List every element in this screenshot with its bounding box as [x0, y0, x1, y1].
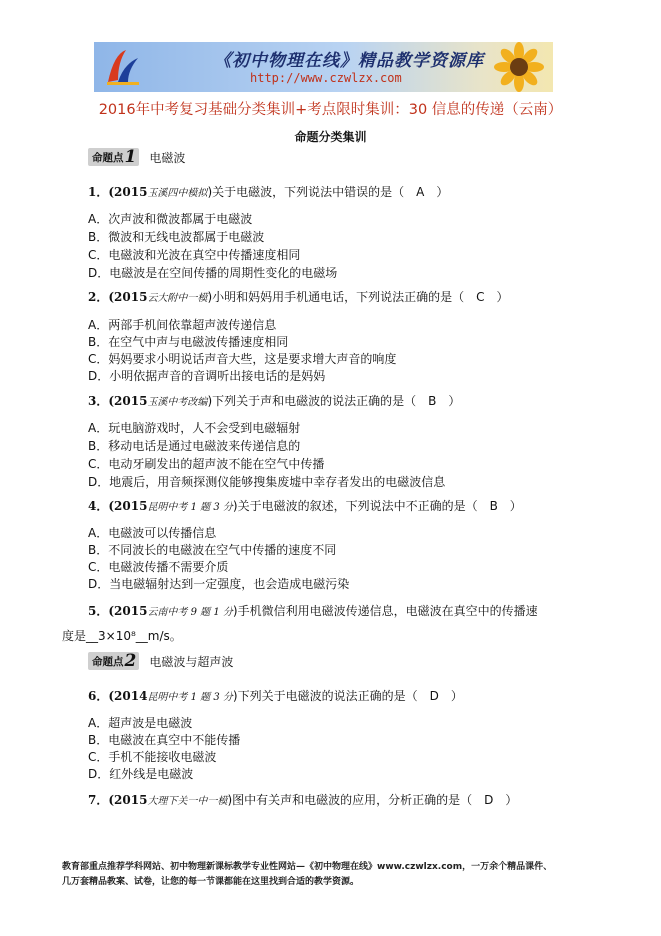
- question-stem: )图中有关声和电磁波的应用，分析正确的是（ D ）: [227, 793, 518, 807]
- option: B．在空气中声与电磁波传播速度相同: [88, 335, 289, 349]
- question-1: [88, 183, 448, 200]
- question-source: (2015大理下关一中一模: [108, 793, 228, 807]
- option: B．微波和无线电波都属于电磁波: [88, 230, 265, 244]
- option: C．电磁波传播不需要介质: [88, 560, 229, 574]
- document-title: 2016年中考复习基础分类集训+考点限时集训：30 信息的传递（云南）: [98, 102, 563, 118]
- topic-tag: [88, 148, 139, 166]
- banner-title: 《初中物理在线》精品教学资源库: [214, 51, 484, 71]
- topic-tag-label: 命题点: [92, 152, 124, 164]
- question-stem: )下列关于声和电磁波的说法正确的是（ B ）: [207, 394, 461, 408]
- sunflower-icon: [489, 42, 549, 92]
- question-source: (2015云大附中一模: [108, 290, 208, 304]
- option: D．地震后，用音频探测仪能够搜集废墟中幸存者发出的电磁波信息: [88, 475, 446, 489]
- footer-line: 教育部重点推荐学科网站、初中物理新课标教学专业性网站—《初中物理在线》www.czwlzx.com，一万余个精品课件、: [62, 862, 553, 872]
- question-source: (2015昆明中考 1 题 3 分: [108, 499, 233, 513]
- question-number: 2．: [88, 290, 109, 304]
- question-stem: )手机微信利用电磁波传递信息，电磁波在真空中的传播速: [232, 604, 538, 618]
- topic-heading-2: [88, 650, 233, 672]
- question-number: 6．: [88, 689, 109, 703]
- question-number: 4．: [88, 499, 109, 513]
- option: A．两部手机间依靠超声波传递信息: [88, 318, 277, 332]
- question-number: 3．: [88, 394, 109, 408]
- option: D．电磁波是在空间传播的周期性变化的电磁场: [88, 266, 338, 280]
- page-footer: [62, 860, 622, 890]
- option: C．妈妈要求小明说话声音大些，这是要求增大声音的响度: [88, 352, 397, 366]
- topic-heading-1: [88, 146, 185, 168]
- option: A．玩电脑游戏时，人不会受到电磁辐射: [88, 421, 301, 435]
- question-number: 1．: [88, 185, 109, 199]
- question-number: 7．: [88, 793, 109, 807]
- question-source: (2015玉溪中考改编: [108, 394, 208, 408]
- option: A．超声波是电磁波: [88, 716, 193, 730]
- option: B．移动电话是通过电磁波来传递信息的: [88, 439, 301, 453]
- option: A．次声波和微波都属于电磁波: [88, 212, 253, 226]
- option: D．小明依据声音的音调听出接电话的是妈妈: [88, 369, 326, 383]
- question-3: [88, 392, 460, 409]
- question-source: (2014昆明中考 1 题 3 分: [108, 689, 233, 703]
- question-6: [88, 687, 463, 704]
- question-stem: )关于电磁波的叙述，下列说法中不正确的是（ B ）: [232, 499, 522, 513]
- header-banner: [94, 42, 553, 92]
- topic-tag: [88, 652, 139, 670]
- topic-tag-number: 2: [124, 651, 137, 671]
- banner-url: http://www.czwlzx.com: [250, 71, 402, 85]
- option: C．手机不能接收电磁波: [88, 750, 217, 764]
- option: C．电磁波和光波在真空中传播速度相同: [88, 248, 301, 262]
- question-stem: )小明和妈妈用手机通电话，下列说法正确的是（ C ）: [207, 290, 509, 304]
- footer-line: 几万套精品教案、试卷，让您的每一节课都能在这里找到合适的教学资源。: [62, 877, 360, 887]
- question-source: (2015云南中考 9 题 1 分: [108, 604, 233, 618]
- question-stem: )下列关于电磁波的说法正确的是（ D ）: [232, 689, 463, 703]
- topic-name: 电磁波: [149, 150, 186, 165]
- question-5-continuation: 度是__3×10⁸__m/s。: [62, 629, 182, 643]
- option: D．红外线是电磁波: [88, 767, 194, 781]
- question-4: [88, 497, 522, 514]
- question-2: [88, 288, 509, 305]
- question-7: [88, 791, 517, 808]
- topic-tag-number: 1: [124, 147, 137, 167]
- option: A．电磁波可以传播信息: [88, 526, 217, 540]
- question-5: [88, 602, 538, 619]
- topic-name: 电磁波与超声波: [149, 654, 234, 669]
- topic-tag-label: 命题点: [92, 656, 124, 668]
- option: B．电磁波在真空中不能传播: [88, 733, 241, 747]
- option: B．不同波长的电磁波在空气中传播的速度不同: [88, 543, 337, 557]
- section-title: 命题分类集训: [294, 130, 367, 144]
- logo-icon: [104, 46, 144, 88]
- option: C．电动牙刷发出的超声波不能在空气中传播: [88, 457, 325, 471]
- question-stem: )关于电磁波，下列说法中错误的是（ A ）: [207, 185, 449, 199]
- question-source: (2015玉溪四中模拟: [108, 185, 208, 199]
- option: D．当电磁辐射达到一定强度，也会造成电磁污染: [88, 577, 350, 591]
- question-number: 5．: [88, 604, 109, 618]
